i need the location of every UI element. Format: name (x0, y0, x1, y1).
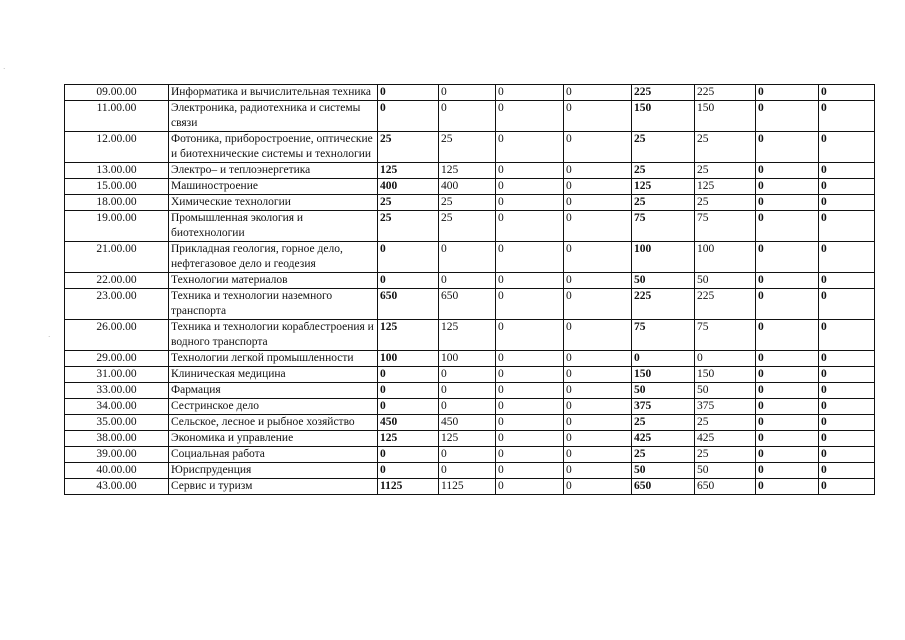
specialty-code-cell: 19.00.00 (65, 211, 169, 242)
value-cell: 50 (695, 273, 756, 289)
value-cell: 0 (819, 447, 875, 463)
specialty-name-cell: Фармация (169, 383, 378, 399)
specialty-code-cell: 43.00.00 (65, 479, 169, 495)
value-cell: 0 (819, 195, 875, 211)
value-cell: 0 (756, 195, 819, 211)
table-row (65, 447, 875, 463)
value-cell: 0 (756, 351, 819, 367)
value-cell: 50 (695, 463, 756, 479)
value-cell: 0 (756, 85, 819, 101)
value-cell: 100 (439, 351, 496, 367)
specialty-code-cell: 29.00.00 (65, 351, 169, 367)
value-cell: 0 (378, 367, 439, 383)
value-cell: 0 (756, 132, 819, 163)
specialty-code-cell: 09.00.00 (65, 85, 169, 101)
value-cell: 0 (564, 211, 632, 242)
value-cell: 0 (819, 367, 875, 383)
value-cell: 50 (695, 383, 756, 399)
specialty-name-cell: Сервис и туризм (169, 479, 378, 495)
value-cell: 0 (439, 85, 496, 101)
table-row (65, 415, 875, 431)
value-cell: 125 (439, 320, 496, 351)
specialty-code-cell: 38.00.00 (65, 431, 169, 447)
value-cell: 25 (695, 195, 756, 211)
table-row (65, 132, 875, 163)
value-cell: 0 (756, 479, 819, 495)
value-cell: 75 (695, 211, 756, 242)
value-cell: 25 (378, 132, 439, 163)
value-cell: 0 (564, 399, 632, 415)
value-cell: 75 (632, 211, 695, 242)
specialty-name-cell: Прикладная геология, горное дело, нефтегазовое дело и геодезия (169, 242, 378, 273)
value-cell: 25 (632, 195, 695, 211)
value-cell: 150 (695, 367, 756, 383)
value-cell: 0 (819, 320, 875, 351)
value-cell: 100 (378, 351, 439, 367)
value-cell: 0 (695, 351, 756, 367)
value-cell: 0 (756, 431, 819, 447)
specialty-name-cell: Технологии легкой промышленности (169, 351, 378, 367)
value-cell: 0 (439, 463, 496, 479)
specialty-code-cell: 23.00.00 (65, 289, 169, 320)
value-cell: 0 (378, 85, 439, 101)
value-cell: 0 (819, 273, 875, 289)
specialty-name-cell: Электро– и теплоэнергетика (169, 163, 378, 179)
value-cell: 0 (819, 383, 875, 399)
value-cell: 0 (564, 273, 632, 289)
value-cell: 0 (756, 320, 819, 351)
value-cell: 0 (564, 242, 632, 273)
table-row (65, 242, 875, 273)
value-cell: 25 (439, 132, 496, 163)
value-cell: 0 (564, 367, 632, 383)
value-cell: 0 (564, 463, 632, 479)
value-cell: 425 (632, 431, 695, 447)
value-cell: 0 (496, 431, 564, 447)
value-cell: 375 (695, 399, 756, 415)
value-cell: 0 (756, 211, 819, 242)
value-cell: 0 (496, 163, 564, 179)
value-cell: 100 (632, 242, 695, 273)
value-cell: 0 (756, 179, 819, 195)
specialty-name-cell: Социальная работа (169, 447, 378, 463)
value-cell: 650 (378, 289, 439, 320)
table-row (65, 479, 875, 495)
value-cell: 125 (695, 179, 756, 195)
value-cell: 0 (496, 101, 564, 132)
value-cell: 0 (496, 85, 564, 101)
value-cell: 0 (496, 351, 564, 367)
specialty-name-cell: Сельское, лесное и рыбное хозяйство (169, 415, 378, 431)
value-cell: 0 (496, 367, 564, 383)
value-cell: 0 (819, 179, 875, 195)
value-cell: 25 (378, 195, 439, 211)
specialty-code-cell: 21.00.00 (65, 242, 169, 273)
specialty-code-cell: 39.00.00 (65, 447, 169, 463)
specialty-name-cell: Электроника, радиотехника и системы связи (169, 101, 378, 132)
value-cell: 25 (439, 195, 496, 211)
value-cell: 0 (756, 163, 819, 179)
value-cell: 650 (439, 289, 496, 320)
specialty-code-cell: 40.00.00 (65, 463, 169, 479)
value-cell: 50 (632, 383, 695, 399)
value-cell: 0 (496, 242, 564, 273)
value-cell: 0 (756, 399, 819, 415)
value-cell: 225 (695, 85, 756, 101)
value-cell: 0 (378, 273, 439, 289)
value-cell: 0 (564, 447, 632, 463)
value-cell: 100 (695, 242, 756, 273)
value-cell: 25 (632, 132, 695, 163)
value-cell: 0 (756, 463, 819, 479)
value-cell: 0 (756, 242, 819, 273)
value-cell: 0 (496, 273, 564, 289)
scan-speck: · (3, 65, 6, 73)
value-cell: 125 (439, 431, 496, 447)
value-cell: 0 (819, 242, 875, 273)
specialty-code-cell: 11.00.00 (65, 101, 169, 132)
value-cell: 450 (439, 415, 496, 431)
value-cell: 650 (695, 479, 756, 495)
value-cell: 150 (632, 101, 695, 132)
value-cell: 0 (378, 242, 439, 273)
value-cell: 125 (378, 431, 439, 447)
value-cell: 0 (756, 367, 819, 383)
specialty-name-cell: Техника и технологии кораблестроения и водного транспорта (169, 320, 378, 351)
value-cell: 0 (564, 479, 632, 495)
specialty-code-cell: 12.00.00 (65, 132, 169, 163)
value-cell: 125 (439, 163, 496, 179)
value-cell: 0 (819, 463, 875, 479)
specialty-code-cell: 33.00.00 (65, 383, 169, 399)
value-cell: 0 (378, 101, 439, 132)
specialty-code-cell: 15.00.00 (65, 179, 169, 195)
table-row (65, 463, 875, 479)
value-cell: 0 (756, 447, 819, 463)
value-cell: 0 (564, 85, 632, 101)
value-cell: 0 (496, 320, 564, 351)
value-cell: 0 (564, 132, 632, 163)
value-cell: 0 (496, 463, 564, 479)
value-cell: 150 (695, 101, 756, 132)
value-cell: 0 (496, 211, 564, 242)
value-cell: 225 (632, 289, 695, 320)
value-cell: 0 (819, 85, 875, 101)
value-cell: 125 (378, 163, 439, 179)
specialty-name-cell: Химические технологии (169, 195, 378, 211)
value-cell: 0 (439, 399, 496, 415)
value-cell: 50 (632, 463, 695, 479)
value-cell: 400 (439, 179, 496, 195)
value-cell: 0 (564, 195, 632, 211)
specialty-name-cell: Техника и технологии наземного транспорта (169, 289, 378, 320)
value-cell: 0 (756, 289, 819, 320)
value-cell: 0 (819, 479, 875, 495)
value-cell: 0 (378, 463, 439, 479)
value-cell: 0 (756, 415, 819, 431)
value-cell: 0 (756, 273, 819, 289)
value-cell: 0 (564, 431, 632, 447)
specialty-name-cell: Технологии материалов (169, 273, 378, 289)
value-cell: 0 (496, 479, 564, 495)
value-cell: 25 (378, 211, 439, 242)
value-cell: 25 (439, 211, 496, 242)
value-cell: 0 (819, 163, 875, 179)
value-cell: 0 (564, 101, 632, 132)
value-cell: 0 (564, 289, 632, 320)
table-row (65, 431, 875, 447)
value-cell: 375 (632, 399, 695, 415)
value-cell: 0 (496, 179, 564, 195)
scan-speck: · (48, 333, 51, 341)
value-cell: 225 (632, 85, 695, 101)
value-cell: 1125 (378, 479, 439, 495)
specialty-code-cell: 34.00.00 (65, 399, 169, 415)
value-cell: 25 (695, 447, 756, 463)
value-cell: 0 (819, 415, 875, 431)
value-cell: 0 (439, 447, 496, 463)
value-cell: 25 (632, 447, 695, 463)
specialty-name-cell: Сестринское дело (169, 399, 378, 415)
table-row (65, 399, 875, 415)
table-row (65, 101, 875, 132)
value-cell: 25 (632, 163, 695, 179)
value-cell: 0 (496, 415, 564, 431)
specialty-code-cell: 18.00.00 (65, 195, 169, 211)
table-row (65, 85, 875, 101)
value-cell: 75 (632, 320, 695, 351)
value-cell: 0 (439, 101, 496, 132)
value-cell: 150 (632, 367, 695, 383)
value-cell: 400 (378, 179, 439, 195)
value-cell: 0 (439, 242, 496, 273)
value-cell: 650 (632, 479, 695, 495)
value-cell: 0 (496, 447, 564, 463)
value-cell: 75 (695, 320, 756, 351)
value-cell: 0 (439, 273, 496, 289)
value-cell: 125 (632, 179, 695, 195)
specialty-name-cell: Клиническая медицина (169, 367, 378, 383)
value-cell: 25 (695, 415, 756, 431)
table-body (65, 85, 875, 495)
specialty-code-cell: 26.00.00 (65, 320, 169, 351)
value-cell: 1125 (439, 479, 496, 495)
value-cell: 0 (564, 320, 632, 351)
value-cell: 0 (819, 351, 875, 367)
value-cell: 0 (439, 383, 496, 399)
value-cell: 25 (695, 132, 756, 163)
specialty-name-cell: Машиностроение (169, 179, 378, 195)
value-cell: 0 (632, 351, 695, 367)
value-cell: 0 (819, 211, 875, 242)
value-cell: 0 (756, 101, 819, 132)
value-cell: 0 (756, 383, 819, 399)
table-row (65, 289, 875, 320)
value-cell: 0 (496, 132, 564, 163)
value-cell: 0 (819, 289, 875, 320)
value-cell: 0 (564, 415, 632, 431)
value-cell: 0 (439, 367, 496, 383)
value-cell: 125 (378, 320, 439, 351)
value-cell: 0 (378, 447, 439, 463)
value-cell: 25 (695, 163, 756, 179)
value-cell: 0 (819, 101, 875, 132)
specialty-name-cell: Фотоника, приборостроение, оптические и биотехнические системы и технологии (169, 132, 378, 163)
value-cell: 50 (632, 273, 695, 289)
specialty-code-cell: 31.00.00 (65, 367, 169, 383)
value-cell: 0 (819, 399, 875, 415)
value-cell: 0 (564, 179, 632, 195)
table-row (65, 195, 875, 211)
value-cell: 0 (564, 383, 632, 399)
value-cell: 25 (632, 415, 695, 431)
specialty-name-cell: Юриспруденция (169, 463, 378, 479)
table-row (65, 211, 875, 242)
specialty-name-cell: Экономика и управление (169, 431, 378, 447)
value-cell: 0 (496, 399, 564, 415)
table-row (65, 351, 875, 367)
value-cell: 0 (496, 289, 564, 320)
value-cell: 0 (819, 431, 875, 447)
value-cell: 425 (695, 431, 756, 447)
value-cell: 0 (819, 132, 875, 163)
table-row (65, 320, 875, 351)
specialty-code-cell: 22.00.00 (65, 273, 169, 289)
table-row (65, 179, 875, 195)
value-cell: 450 (378, 415, 439, 431)
value-cell: 0 (496, 195, 564, 211)
value-cell: 0 (564, 163, 632, 179)
table-row (65, 163, 875, 179)
admission-quota-table (64, 84, 875, 495)
specialty-name-cell: Информатика и вычислительная техника (169, 85, 378, 101)
table-row (65, 383, 875, 399)
value-cell: 0 (496, 383, 564, 399)
specialty-code-cell: 35.00.00 (65, 415, 169, 431)
specialty-code-cell: 13.00.00 (65, 163, 169, 179)
specialty-name-cell: Промышленная экология и биотехнологии (169, 211, 378, 242)
value-cell: 0 (378, 399, 439, 415)
value-cell: 225 (695, 289, 756, 320)
table-row (65, 367, 875, 383)
value-cell: 0 (378, 383, 439, 399)
value-cell: 0 (564, 351, 632, 367)
table-row (65, 273, 875, 289)
